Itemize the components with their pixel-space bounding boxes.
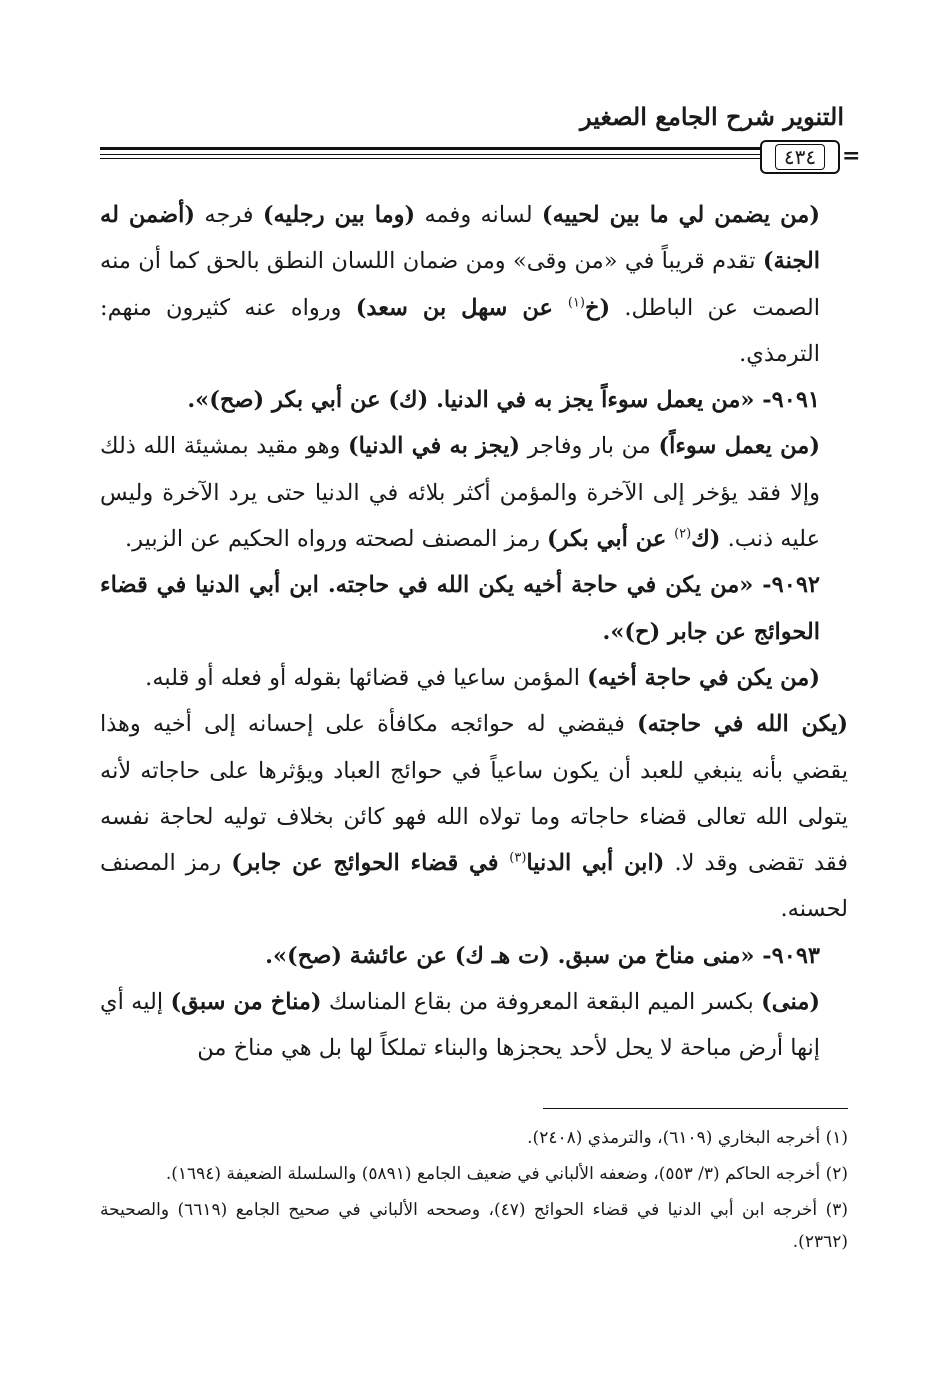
footnote-ref: (٢) bbox=[674, 526, 692, 542]
book-page bbox=[100, 0, 861, 1380]
running-header-title: التنوير شرح الجامع الصغير bbox=[580, 102, 844, 131]
commentary-paragraph: (من يكن في حاجة أخيه) المؤمن ساعيا في قضائها بقوله أو فعله أو قلبه. bbox=[145, 664, 820, 691]
hadith-9093: ٩٠٩٣- «منى مناخ من سبق. (ت هـ ك) عن عائشة (صح)». bbox=[265, 942, 820, 969]
commentary-paragraph: (من يعمل سوءاً) من بار وفاجر (يجز به في الدنيا) وهو مقيد بمشيئة الله ذلك وإلا فقد يؤخر إلى الآخرة والمؤمن أكثر بلائه في الدنيا حتى يرد الآخرة وليس عليه ذنب. (ك$^{(٢)}$ عن أبي بكر) رمز المصنف لصحته ورواه الحكيم عن الزبير. bbox=[100, 433, 820, 553]
footnote-ref: (٣) bbox=[509, 850, 527, 866]
footnote-separator bbox=[543, 1108, 848, 1109]
footnotes bbox=[100, 1122, 848, 1262]
footnote-ref: (١) bbox=[567, 295, 585, 311]
commentary-paragraph: (يكن الله في حاجته) فيقضي له حوائجه مكافأة على إحسانه إلى أخيه وهذا يقضي بأنه ينبغي للعبد أن يكون ساعياً في حوائج العباد ويؤثرها على حاجاته لأنه يتولى الله تعالى قضاء حاجاته وما تولاه الله فهو كائن بخلاف توليه لحاجة نفسه فقد تقضى وقد لا. (ابن أبي الدنيا$^{(٣)}$ في قضاء الحوائج عن جابر) رمز المصنف لحسنه. bbox=[100, 711, 848, 923]
header-rule bbox=[100, 143, 760, 173]
page-edge-mark: = bbox=[842, 143, 861, 169]
page-number: ٤٣٤ bbox=[775, 144, 825, 170]
footnote-2: (٢) أخرجه الحاكم (٣/ ٥٥٣)، وضعفه الألباني في ضعيف الجامع (٥٨٩١) والسلسلة الضعيفة (١٦٩٤). bbox=[165, 1164, 848, 1184]
hadith-9091: ٩٠٩١- «من يعمل سوءاً يجز به في الدنيا. (ك) عن أبي بكر (صح)». bbox=[187, 387, 820, 414]
commentary-paragraph: (منى) بكسر الميم البقعة المعروفة من بقاع المناسك (مناخ من سبق) إليه أي إنها أرض مباحة لا يحل لأحد يحجزها والبناء تملكاً لها بل هي مناخ من bbox=[100, 989, 821, 1062]
main-text bbox=[100, 192, 848, 1072]
commentary-paragraph: (من يضمن لي ما بين لحييه) لسانه وفمه (وما بين رجليه) فرجه (أضمن له الجنة) تقدم قريباً في «من وقى» ومن ضمان اللسان النطق بالحق كما أن منه الصمت عن الباطل. (خ$^{(١)}$ عن سهل بن سعد) ورواه عنه كثيرون منهم: الترمذي. bbox=[100, 202, 821, 367]
footnote-1: (١) أخرجه البخاري (٦١٠٩)، والترمذي (٢٤٠٨). bbox=[527, 1128, 848, 1148]
hadith-9092: ٩٠٩٢- «من يكن في حاجة أخيه يكن الله في حاجته. ابن أبي الدنيا في قضاء الحوائج عن جابر (ح)». bbox=[100, 572, 820, 645]
page-number-frame bbox=[760, 140, 840, 174]
footnote-3: (٣) أخرجه ابن أبي الدنيا في قضاء الحوائج (٤٧)، وصححه الألباني في صحيح الجامع (٦٦١٩) والصحيحة (٢٣٦٢). bbox=[100, 1200, 848, 1252]
